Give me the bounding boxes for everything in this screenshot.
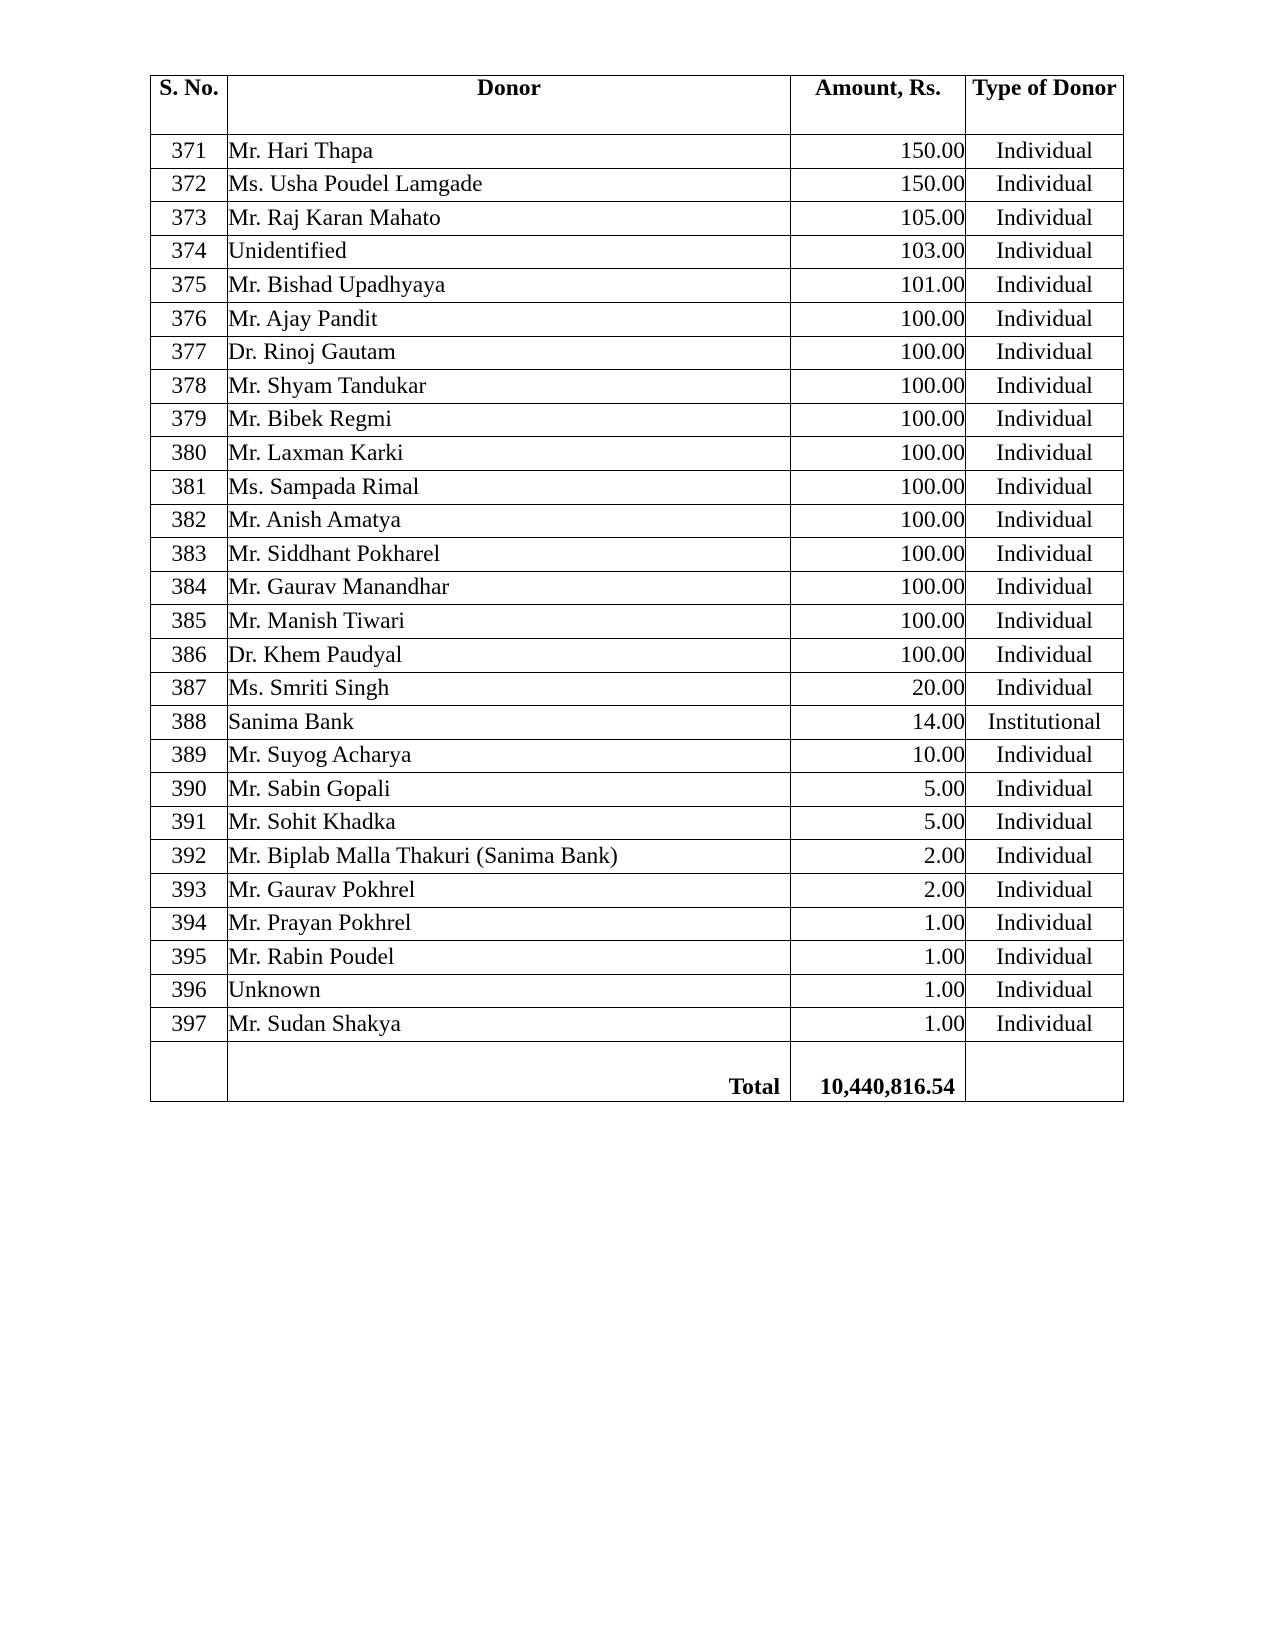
amount-cell: 105.00 — [791, 202, 966, 236]
amount-cell: 100.00 — [791, 470, 966, 504]
donor-name-cell: Mr. Raj Karan Mahato — [228, 202, 791, 236]
donor-name-cell: Mr. Sohit Khadka — [228, 806, 791, 840]
donor-name-cell: Mr. Sudan Shakya — [228, 1008, 791, 1042]
donor-name-cell: Mr. Manish Tiwari — [228, 605, 791, 639]
donor-name-cell: Mr. Bibek Regmi — [228, 403, 791, 437]
amount-cell: 100.00 — [791, 302, 966, 336]
table-row — [151, 202, 1124, 236]
sno-cell: 381 — [151, 470, 228, 504]
total-sno-cell — [151, 1042, 228, 1102]
donor-type-cell: Individual — [966, 571, 1124, 605]
amount-cell: 1.00 — [791, 1008, 966, 1042]
table-row — [151, 605, 1124, 639]
table-row — [151, 135, 1124, 169]
donor-name-cell: Mr. Hari Thapa — [228, 135, 791, 169]
donor-type-cell: Individual — [966, 1008, 1124, 1042]
table-row — [151, 706, 1124, 740]
donor-type-cell: Individual — [966, 974, 1124, 1008]
donor-name-cell: Mr. Prayan Pokhrel — [228, 907, 791, 941]
sno-cell: 392 — [151, 840, 228, 874]
donor-type-cell: Individual — [966, 370, 1124, 404]
table-row — [151, 739, 1124, 773]
donor-type-cell: Individual — [966, 269, 1124, 303]
sno-cell: 393 — [151, 874, 228, 908]
table-row — [151, 638, 1124, 672]
sno-cell: 387 — [151, 672, 228, 706]
sno-cell: 388 — [151, 706, 228, 740]
donor-type-cell: Individual — [966, 470, 1124, 504]
donor-type-cell: Individual — [966, 840, 1124, 874]
table-row — [151, 874, 1124, 908]
total-row — [151, 1042, 1124, 1102]
total-label: Total — [228, 1042, 791, 1102]
amount-cell: 10.00 — [791, 739, 966, 773]
sno-cell: 394 — [151, 907, 228, 941]
sno-cell: 383 — [151, 538, 228, 572]
table-row — [151, 504, 1124, 538]
table-row — [151, 806, 1124, 840]
donor-name-cell: Mr. Biplab Malla Thakuri (Sanima Bank) — [228, 840, 791, 874]
sno-cell: 376 — [151, 302, 228, 336]
amount-cell: 100.00 — [791, 403, 966, 437]
donor-type-cell: Individual — [966, 874, 1124, 908]
amount-cell: 100.00 — [791, 370, 966, 404]
table-row — [151, 571, 1124, 605]
donor-type-cell: Individual — [966, 672, 1124, 706]
sno-cell: 377 — [151, 336, 228, 370]
sno-cell: 378 — [151, 370, 228, 404]
donor-type-cell: Individual — [966, 806, 1124, 840]
donor-name-cell: Mr. Laxman Karki — [228, 437, 791, 471]
amount-cell: 5.00 — [791, 806, 966, 840]
donor-type-cell: Individual — [966, 168, 1124, 202]
donor-name-cell: Mr. Anish Amatya — [228, 504, 791, 538]
total-amount: 10,440,816.54 — [791, 1042, 966, 1102]
table-row — [151, 302, 1124, 336]
sno-cell: 397 — [151, 1008, 228, 1042]
donor-name-cell: Mr. Gaurav Manandhar — [228, 571, 791, 605]
sno-cell: 391 — [151, 806, 228, 840]
sno-cell: 375 — [151, 269, 228, 303]
donor-name-cell: Unknown — [228, 974, 791, 1008]
table-row — [151, 1008, 1124, 1042]
amount-cell: 100.00 — [791, 571, 966, 605]
donor-name-cell: Dr. Rinoj Gautam — [228, 336, 791, 370]
sno-cell: 386 — [151, 638, 228, 672]
donor-type-cell: Individual — [966, 538, 1124, 572]
donor-name-cell: Mr. Ajay Pandit — [228, 302, 791, 336]
sno-cell: 373 — [151, 202, 228, 236]
table-row — [151, 538, 1124, 572]
amount-cell: 100.00 — [791, 605, 966, 639]
header-donor: Donor — [228, 76, 791, 135]
sno-cell: 371 — [151, 135, 228, 169]
donor-name-cell: Sanima Bank — [228, 706, 791, 740]
amount-cell: 1.00 — [791, 941, 966, 975]
table-body — [151, 135, 1124, 1042]
table-row — [151, 403, 1124, 437]
table-row — [151, 907, 1124, 941]
amount-cell: 1.00 — [791, 907, 966, 941]
amount-cell: 2.00 — [791, 840, 966, 874]
header-sno: S. No. — [151, 76, 228, 135]
amount-cell: 100.00 — [791, 437, 966, 471]
donor-type-cell: Individual — [966, 403, 1124, 437]
amount-cell: 100.00 — [791, 504, 966, 538]
table-row — [151, 974, 1124, 1008]
table-row — [151, 437, 1124, 471]
donor-type-cell: Individual — [966, 336, 1124, 370]
amount-cell: 2.00 — [791, 874, 966, 908]
table-row — [151, 370, 1124, 404]
table-row — [151, 470, 1124, 504]
table-row — [151, 168, 1124, 202]
donor-type-cell: Institutional — [966, 706, 1124, 740]
sno-cell: 380 — [151, 437, 228, 471]
donor-name-cell: Mr. Shyam Tandukar — [228, 370, 791, 404]
donor-name-cell: Ms. Sampada Rimal — [228, 470, 791, 504]
amount-cell: 14.00 — [791, 706, 966, 740]
table-header-row — [151, 76, 1124, 135]
sno-cell: 390 — [151, 773, 228, 807]
donor-type-cell: Individual — [966, 135, 1124, 169]
table-row — [151, 235, 1124, 269]
donor-type-cell: Individual — [966, 941, 1124, 975]
donor-type-cell: Individual — [966, 302, 1124, 336]
amount-cell: 20.00 — [791, 672, 966, 706]
sno-cell: 374 — [151, 235, 228, 269]
sno-cell: 396 — [151, 974, 228, 1008]
donor-type-cell: Individual — [966, 437, 1124, 471]
donor-name-cell: Mr. Gaurav Pokhrel — [228, 874, 791, 908]
amount-cell: 103.00 — [791, 235, 966, 269]
donor-name-cell: Mr. Sabin Gopali — [228, 773, 791, 807]
sno-cell: 395 — [151, 941, 228, 975]
donor-type-cell: Individual — [966, 202, 1124, 236]
donor-type-cell: Individual — [966, 235, 1124, 269]
donor-type-cell: Individual — [966, 638, 1124, 672]
donor-name-cell: Dr. Khem Paudyal — [228, 638, 791, 672]
table-row — [151, 941, 1124, 975]
sno-cell: 384 — [151, 571, 228, 605]
donor-name-cell: Mr. Rabin Poudel — [228, 941, 791, 975]
donor-type-cell: Individual — [966, 504, 1124, 538]
table-row — [151, 773, 1124, 807]
sno-cell: 382 — [151, 504, 228, 538]
donor-type-cell: Individual — [966, 739, 1124, 773]
table-row — [151, 840, 1124, 874]
donor-name-cell: Mr. Bishad Upadhyaya — [228, 269, 791, 303]
amount-cell: 150.00 — [791, 135, 966, 169]
sno-cell: 379 — [151, 403, 228, 437]
amount-cell: 101.00 — [791, 269, 966, 303]
total-type-cell — [966, 1042, 1124, 1102]
table-row — [151, 672, 1124, 706]
donor-name-cell: Ms. Usha Poudel Lamgade — [228, 168, 791, 202]
donor-type-cell: Individual — [966, 605, 1124, 639]
donor-name-cell: Mr. Siddhant Pokharel — [228, 538, 791, 572]
amount-cell: 150.00 — [791, 168, 966, 202]
donor-table — [150, 75, 1124, 1102]
donor-name-cell: Ms. Smriti Singh — [228, 672, 791, 706]
amount-cell: 100.00 — [791, 538, 966, 572]
donor-name-cell: Unidentified — [228, 235, 791, 269]
table-row — [151, 269, 1124, 303]
donor-type-cell: Individual — [966, 907, 1124, 941]
amount-cell: 100.00 — [791, 336, 966, 370]
sno-cell: 385 — [151, 605, 228, 639]
amount-cell: 100.00 — [791, 638, 966, 672]
amount-cell: 1.00 — [791, 974, 966, 1008]
header-type: Type of Donor — [966, 76, 1124, 135]
table-row — [151, 336, 1124, 370]
sno-cell: 389 — [151, 739, 228, 773]
sno-cell: 372 — [151, 168, 228, 202]
donor-type-cell: Individual — [966, 773, 1124, 807]
amount-cell: 5.00 — [791, 773, 966, 807]
donor-name-cell: Mr. Suyog Acharya — [228, 739, 791, 773]
header-amount: Amount, Rs. — [791, 76, 966, 135]
